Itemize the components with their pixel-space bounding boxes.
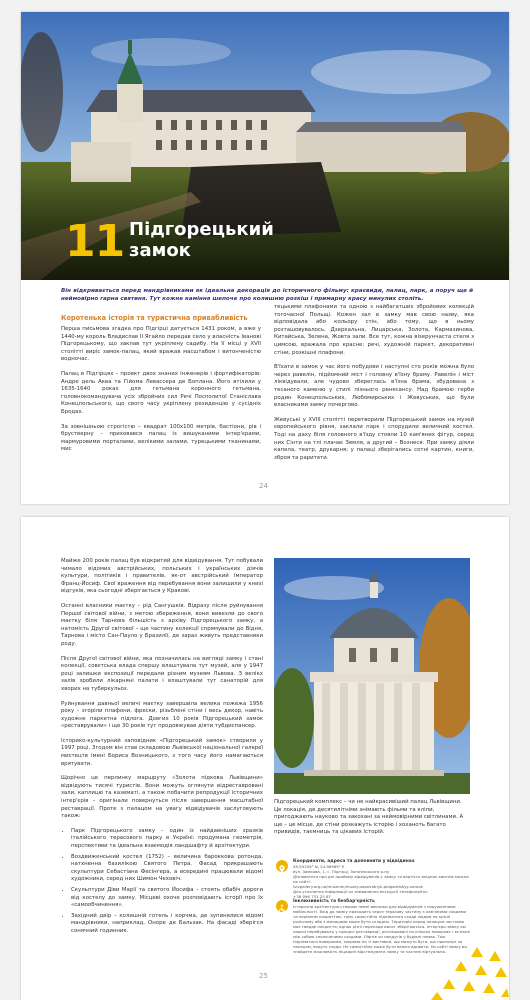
paragraph: Після Другої світової війни, яка позначилась на вигляді замку і стані колекції, совєтська влада спершу влаштувала тут музей, але у 1947 році залишки експозиції передали різним музеям Львова. З велікх залів зробили лікарняні палати і влаштували тут санаторій для хворих на туберкульоз. <box>61 655 263 692</box>
info-block <box>293 859 471 899</box>
paragraph: Палац в Підгірцях – проект двох знаних інженерів і фортифікаторів: Андре дель Аква та Гійома Левассера де Боплана. Його втілили у 1635-1640 роках для гетьмана коронного гетьмана, головнокомандувача усіх збройних сил Речі Посполитої Станіслава Конецпольського, що свого часу укріплену резиденцію у сусідніх Бродах. <box>61 370 261 415</box>
page-24 <box>21 12 509 504</box>
paragraph: Руйнування давньої величі маєтку завершила велика пожежа 1956 року – згоріли плафони, фрески, різьблені стіни і весь декор, навіть художнє паркетна підлога. Довгих 10 років Підгорецький замок «реставрували» і ще 30 років тут продовжував діяти тубдиспансер. <box>61 700 263 730</box>
accessibility-block <box>293 899 471 954</box>
decorative-triangles <box>431 947 509 1000</box>
list-item: • Воздвиженський костел (1752) – величина бароккова ротонда, натхненна базилікою Святого Петра. Фасад прикрашають скульптури Себастіана Фесінгера, а всередині працювали відомі художники, серед них Шимон Чеховіч. <box>71 854 263 884</box>
paragraph: За зовнішньою строгістю – квадрат 100х100 метрів, бастіони, рів і брустверну – приховався палац із вишуканими інтер'єрами, мармуровими порталами, велікими залами, турецькими тканинами, мис <box>61 423 261 453</box>
chapter-number: 11 <box>65 216 125 267</box>
paragraph: Щорічно це перлинку маршруту «Золота підкова Львівщини» відвідують тисячі туристів. Вони можуть оглянути відреставровані зали, каплицю та казематі, а також побачити репродукції історичних інтер'єрів – оригінали повернуться після завершення масштабної реставрації. Проте з палацом на увагу відвідувачів заслуговують також: <box>61 775 263 820</box>
paragraph: Жевуські у XVIII столітті перетворили Підгорецький замок на музей європейського рівня, заклали парк і спорудили величний костел. Тоді на даху біля головного в'їзду стояли 10 кам'яних фігур, серед них Сінти на тлі плачає Земля, а другий – Вознеся. При замку діяли капела, театр, друкарня; у палаці зберігались сотні картин, книги, зброя та раритети. <box>274 416 474 461</box>
paragraph: В'їхати в замок у час його побудови і наступні сто років можна було через равелін, підйомний міст і головну в'їзну браму. Равелін і міст ліквідували, але чудово збереглась в'їзна брама, збудована з тесаного каменю у стилі пізнього ренесансу. Над брамою герби родин Конецпольських, Любомирських і Жевуських, що були власниками замку почергово. <box>274 364 474 409</box>
info-phone-note: Для уточнення інформації чи замовлення екскурсії телефонуйте: <box>293 889 428 894</box>
location-pin-icon <box>276 860 288 872</box>
info-phone[interactable]: +38 096 731 33 67 <box>293 894 331 899</box>
column-left <box>61 326 261 461</box>
chapter-title <box>129 219 274 261</box>
accessibility-text: Історична архітектура створює певні виклики для відвідувачів з порушеннями мобільності. Вхід до замку проходить через терасову частину з кам'яними сходами та нерівним покриттям, тому самостійно підніматися сходи людям на кріслі колісному або з милицями може бути складно. Територія перед палацом частково має тверде покриття, однак різні перепади висот зберігаються. Інтер'єри замку які наразі перебувають у процесі реставрації, розташовані на кількох поверхах і зв'язані між собою сполоченими сходами. Ліфтів чи пандусів у будівлі немає. Тож підніматися поверхами, зокрема на ті виставки, що можуть бути, що пропонує за палацом, ведуть сходи. Не самостійно може бути важко вдивати. На сайті замку ви знайдете можливість ніцидоні відстежувати замку та частині віртуально. <box>293 904 471 954</box>
page-number: 25 <box>259 972 268 980</box>
info-website-link[interactable]: lvivgallery.org.ua/museum/muzey-zapovidnyk-pidgoretskyy-zamok <box>293 884 423 889</box>
paragraph: Історико-культурний заповідник «Підгорецький замок» створили у 1997 році. Згодом він став складовою Львівської національної галереї мистецтв імені Бориса Возницького, з того часу його намагаються врятувати. <box>61 737 263 767</box>
chapter-title-line1: Підгорецький <box>129 219 274 240</box>
chapter-title-line2: замок <box>129 240 191 261</box>
lead-paragraph: Він відкривається перед мандрівниками як ідеальна декорація до історичного фільму: краєвиди, палац, парк, а поруч ще й неймовірно гарна святиня. Тут кожне каміння шепоче про колишню розкіш і примарну красу минулих століть. <box>61 288 473 302</box>
wheelchair-icon <box>276 900 288 912</box>
paragraph: Останні власники маєтку – рід Сангушків. Відразу після руйнування Першої світової війни, з метою збереження, вони вивезли до свого маєтку біля Тарнова більшість з архіву Підгорецького замку, а натомість Другої світової – ще частину колекції спрямували до Відня, Тарнова і місто Сан-Пауло у Бразилії, де зараз живуть представники роду. <box>61 602 263 647</box>
photo-caption: Підгорецький комплекс – чи не найкрасивіший палац Львівщини. Це локація, де десятилітніми знімають фільми та кліпи, пригоджають науково та закохані за неймовірними світлинами. А ще – це місце, де стіни розкажуть історію і хоханоть багато привидів, таємниць та цікавих історій. <box>274 799 464 836</box>
page-25 <box>21 517 509 1000</box>
paragraph: Перша письмова згадка про Підгірці датується 1431 роком, а вже у 1440-му король Владислав ІІ Ягайло передав село у власність Іванові Підгорецькому, що заклав тут укріплену садибу. На її місці у XVII столітті виріс замок-палац, який вражав масштабом і витонченістю водночас. <box>61 326 261 363</box>
column-left <box>61 558 263 939</box>
list-item: • Західний двір – колишній готель і корчма, де зупинялися відомі мандрівники, наприклад, Оноре де Бальзак. На фасаді зберігся сонячний годинник. <box>71 913 263 936</box>
info-tickets: Дізнаватися про дні прийому відвідувачів у замку та вартість вхідних квитків можна на сайті: <box>293 874 469 884</box>
info-heading: Координати, адреса та доповнити у відвідинах <box>293 859 415 864</box>
church-photo <box>274 558 470 794</box>
paragraph: тецькими плафонами та одною з найбагатших збройових колекцій тогочасної Польщі. Кожен зал в замку мав свою назву, яка відповідала або кольору стін, або тому, що в ньому розташовувалось. Дзеркальна, Лицарська, Золота, Кармазинова, Китайська, Зелена, Жовта зали. Все тут, кожна візерунчаста стеля з цимсою, вражала про красне: речі, художній паркет, декоративні стіни, розкішні плафони. <box>274 304 474 356</box>
info-address: вул. Замкова, 1, с. Підгірці, Золочівського р-ну <box>293 869 390 874</box>
list-item: • Скульптури Діви Марії та святого Йосифа – стоять обабіч дороги від костелу до замку. Місцеві охоче розповідають історії про їх «самообчинення». <box>71 887 263 910</box>
paragraph: Майже 200 років палац був відкритий для відвідування. Тут побували чимало відомих австрійських, польських і українських діячів культури, політиків і правителів, як-от австрійський імператор Франц-Йосиф. Свої враження від перебування вони залишили у книзі відгуків, яка сьогодні зберігається у Кракові. <box>61 558 263 595</box>
info-coordinates: 49.94109° N, 24.96969° E <box>293 864 345 869</box>
attractions-list <box>61 828 263 936</box>
section-heading: Коротенька історія та туристична привабливість <box>61 314 248 322</box>
accessibility-heading: Інклюзивність та безбар'єрність <box>293 899 375 904</box>
page-number: 24 <box>259 482 268 490</box>
list-item: • Парк Підгорецького замку – один із найдавніших зразків італійського терасового парку в Україні: продумана геометрія, перспективи та ідеальна взаємодія ландшафту й архітектури. <box>71 828 263 851</box>
column-right <box>274 304 474 469</box>
